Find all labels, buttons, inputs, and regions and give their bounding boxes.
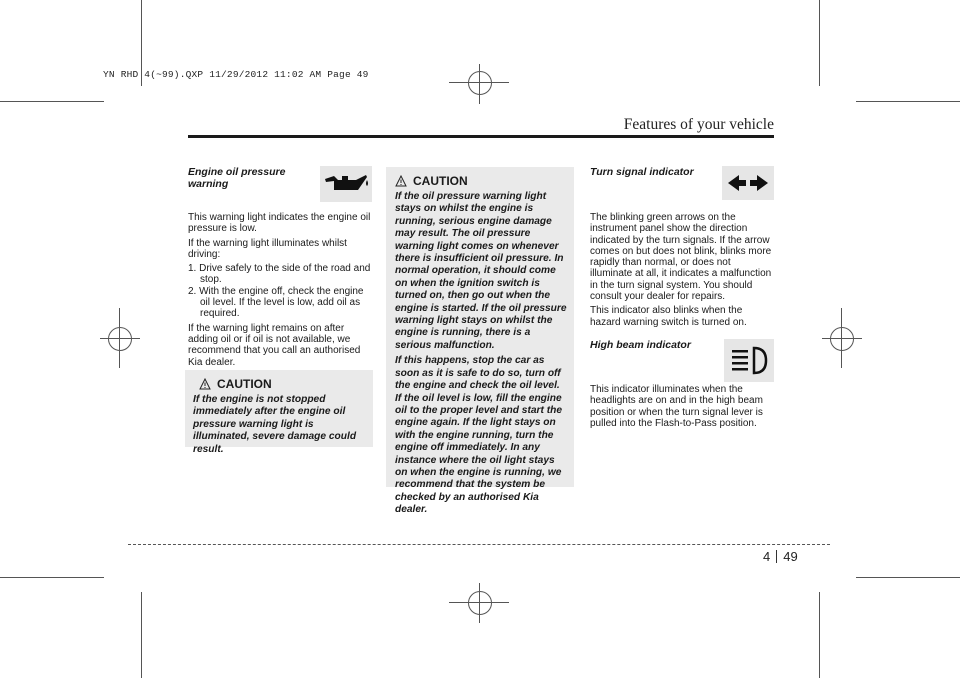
footer-rule [128,544,830,545]
oil-step-2: 2. With the engine off, check the engine oil level. If the level is low, add oil as required. [188,285,364,320]
section-title: Features of your vehicle [623,116,774,133]
header-rule [188,135,774,138]
oil-step-1: 1. Drive safely to the side of the road and stop. [188,263,371,286]
column-1-body [188,212,372,371]
beam-paragraph-1: This indicator illuminates when the headlights are on and in the high beam position or when the turn signal lever is pulled into the Flash-to-Pass position. [590,384,763,429]
high-beam-icon [724,339,774,382]
caution-paragraph-1: If the oil pressure warning light stays on whilst the engine is running, serious engine damage may result. The oil pressure warning light comes on whenever there is insufficient oil pressure. In normal operation, it should come on when the ignition switch is turned on, then go out when the engine is started. If the oil pressure warning light stays on whilst the engine is running, there is a serious malfunction. [395,191,567,351]
crop-mark [141,592,142,678]
chapter-number: 4 [763,549,771,564]
high-beam-heading: High beam indicator [590,339,691,351]
column-3-turn-body [590,212,774,331]
page-number-value: 49 [783,549,798,564]
column-3-beam-body [590,384,774,432]
oil-paragraph-2: If the warning light illuminates whilst driving: [188,237,347,260]
oil-paragraph-1: This warning light indicates the engine oil pressure is low. [188,212,371,235]
turn-paragraph-1: The blinking green arrows on the instrument panel show the direction indicated by the turn signals. If the arrow comes on but does not blink, blinks more rapidly than normal, or does not illuminate at all, it indicates a malfunction in the turn signal system. You should consult your dealer for repairs. [590,212,772,303]
print-slug: YN RHD 4(~99).QXP 11/29/2012 11:02 AM Page 49 [103,69,369,80]
crop-mark [856,101,960,102]
warning-triangle-icon [199,378,211,390]
caution-title: CAUTION [217,377,272,391]
oil-pressure-heading: Engine oil pressure warning [188,166,286,190]
page-number [763,549,798,564]
warning-triangle-icon [395,175,407,187]
caution-box-engine [185,370,373,455]
crop-mark [819,592,820,678]
turn-paragraph-2: This indicator also blinks when the hazard warning switch is turned on. [590,305,747,328]
caution-title: CAUTION [413,174,468,188]
crop-mark [0,577,104,578]
caution-text: If the engine is not stopped immediately after the engine oil pressure warning light is illuminated, severe damage could result. [193,394,357,455]
crop-mark [819,0,820,86]
crop-mark [856,577,960,578]
caution-paragraph-2: If this happens, stop the car as soon as it is safe to do so, turn off the engine and check the oil level. If the oil level is low, fill the engine oil to the proper level and start the engine again. If the light stays on with the engine running, turn the engine off immediately. In any instance where the oil light stays on when the engine is running, we recommend that the system be checked by an authorised Kia dealer. [395,355,562,516]
caution-box-oil-pressure [386,167,574,516]
turn-signal-heading: Turn signal indicator [590,166,694,178]
crop-mark [0,101,104,102]
oil-can-icon [320,166,372,202]
turn-signal-arrows-icon [722,166,774,200]
oil-steps-list [188,263,372,319]
oil-paragraph-3: If the warning light remains on after adding oil or if oil is not available, we recommend that you call an authorised Kia dealer. [188,322,361,368]
